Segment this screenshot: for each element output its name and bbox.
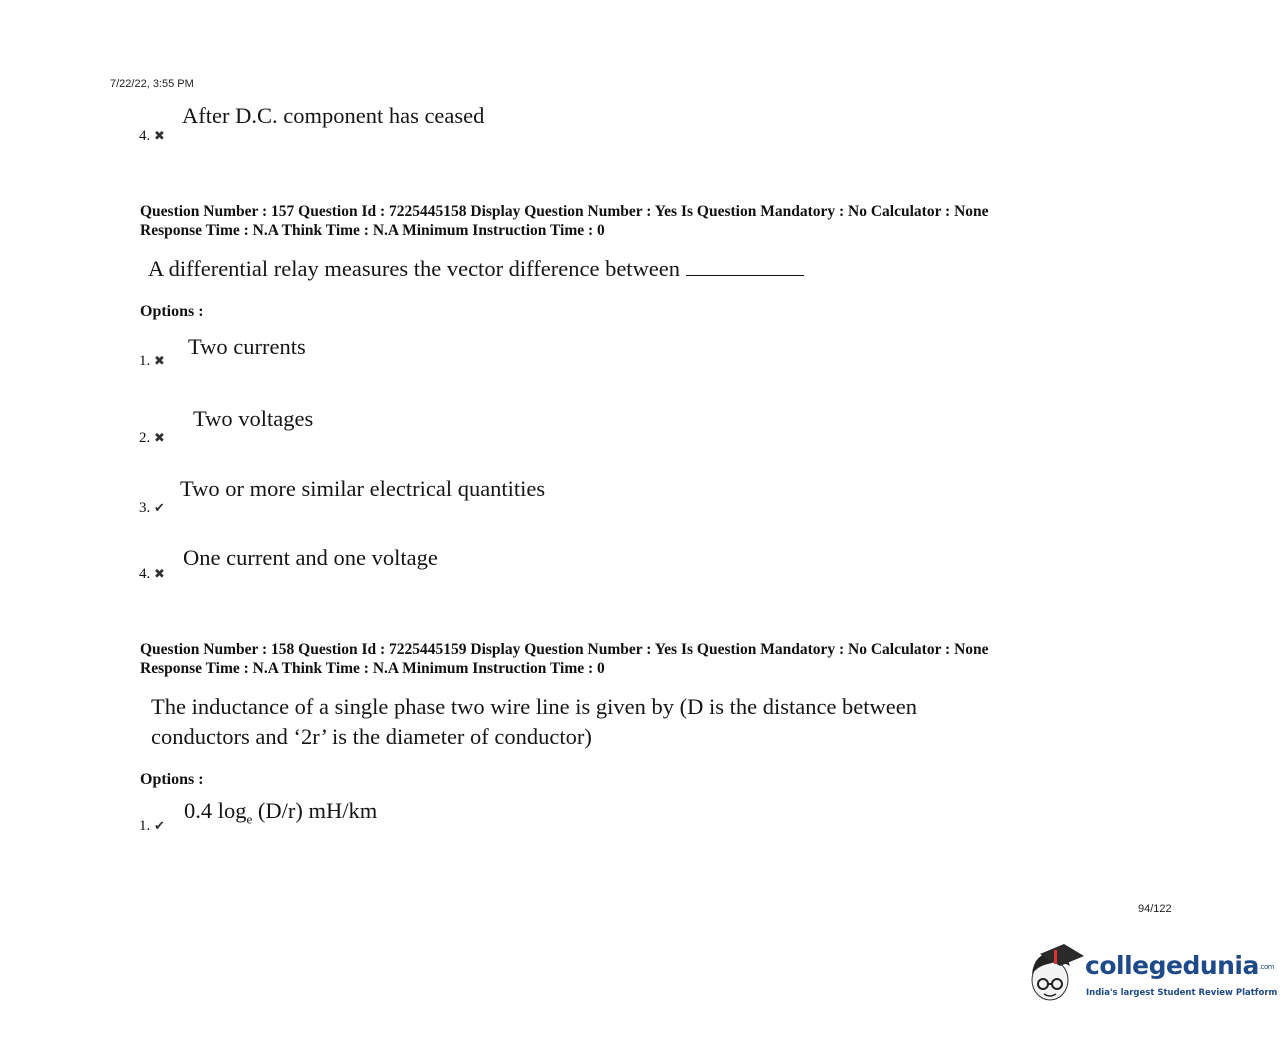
q157-option-3-text: Two or more similar electrical quantities [180, 476, 546, 501]
q158-option-1-text: 0.4 $\log_e (D/r)$ mH/km [184, 798, 378, 827]
q158-option-1-number: 1. ✔ [139, 818, 165, 834]
q157-option-4-text: One current and one voltage [183, 545, 438, 570]
q158-stem-line1: The inductance of a single phase two wire line is given by (D is the distance between [151, 694, 918, 719]
q157-option-1-text: Two currents [188, 334, 306, 359]
fill-blank-line [686, 255, 804, 276]
q157-option-2-text: Two voltages [193, 406, 314, 431]
prev-option-4-text: After D.C. component has ceased [182, 103, 485, 128]
print-timestamp: 7/22/22, 3:55 PM [110, 78, 194, 90]
q157-meta-line1: Question Number : 157 Question Id : 7225445158 Display Question Number : Yes Is Question Mandatory : No Calculator : None [140, 203, 989, 220]
q158-meta-line2: Response Time : N.A Think Time : N.A Minimum Instruction Time : 0 [140, 660, 605, 677]
q157-option-1-number: 1. ✖ [139, 353, 165, 369]
page-number: 94/122 [1138, 903, 1172, 915]
q157-stem [148, 254, 804, 284]
q158-options-label: Options : [140, 771, 204, 788]
cross-icon: ✖ [154, 353, 165, 368]
prev-option-4-number: 4. ✖ [139, 128, 165, 144]
q157-option-3-number: 3. ✔ [139, 500, 165, 516]
q157-options-label: Options : [140, 303, 204, 320]
brand-tagline: India's largest Student Review Platform [1086, 988, 1278, 998]
q157-option-4-number: 4. ✖ [139, 566, 165, 582]
brand-name: collegedunia.com [1085, 951, 1275, 980]
mascot-logo-icon [1026, 940, 1084, 1006]
check-icon: ✔ [154, 500, 165, 515]
q157-meta-line2: Response Time : N.A Think Time : N.A Minimum Instruction Time : 0 [140, 222, 605, 239]
cross-icon: ✖ [154, 128, 165, 143]
q158-stem-line2: conductors and ‘2r’ is the diameter of conductor) [151, 724, 592, 749]
q157-stem-text: A differential relay measures the vector difference between [148, 256, 681, 281]
check-icon: ✔ [154, 818, 165, 833]
q158-meta-line1: Question Number : 158 Question Id : 7225445159 Display Question Number : Yes Is Question Mandatory : No Calculator : None [140, 641, 989, 658]
cross-icon: ✖ [154, 430, 165, 445]
q157-option-2-number: 2. ✖ [139, 430, 165, 446]
cross-icon: ✖ [154, 566, 165, 581]
